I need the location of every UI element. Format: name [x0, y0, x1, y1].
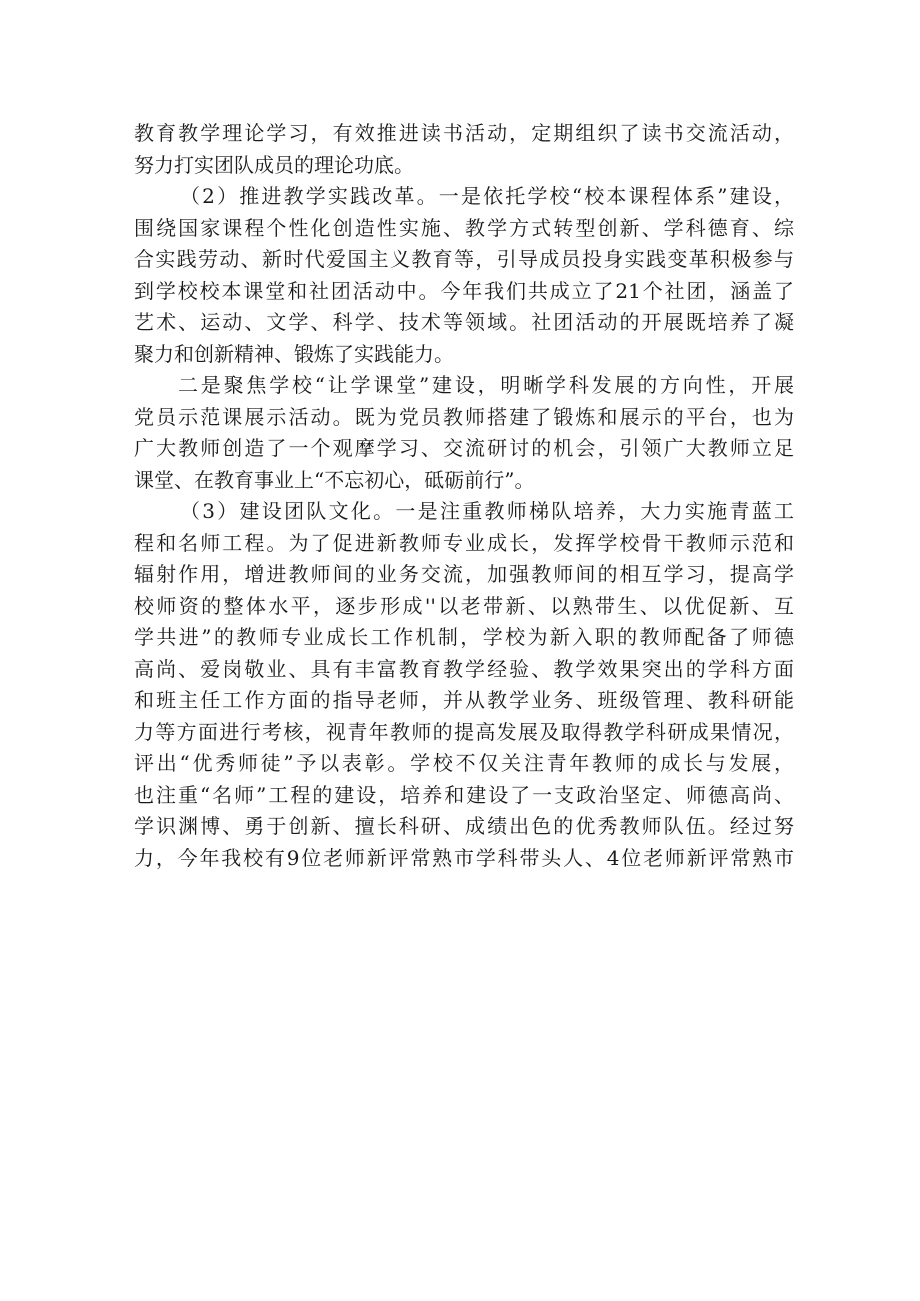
text-line: 评出“优秀师徒”予以表彰。学校不仅关注青年教师的成长与发展，: [134, 751, 794, 775]
text-line: 艺术、运动、文学、科学、技术等领域。社团活动的开展既培养了凝: [134, 310, 794, 334]
text-line: 教育教学理论学习，有效推进读书活动，定期组织了读书交流活动，: [134, 121, 794, 145]
text-line: 也注重“名师”工程的建设，培养和建设了一支政治坚定、师德高尚、: [134, 782, 794, 807]
text-line: 到学校校本课堂和社团活动中。今年我们共成立了21个社团，涵盖了: [134, 278, 794, 303]
document-body: [134, 118, 794, 874]
text-line: 学识渊博、勇于创新、擅长科研、成绩出色的优秀教师队伍。经过努: [134, 814, 794, 838]
text-line: 聚力和创新精神、锻炼了实践能力。: [134, 341, 454, 366]
text-line: 围绕国家课程个性化创造性实施、教学方式转型创新、学科德育、综: [134, 215, 794, 240]
text-line: 高尚、爱岗敬业、具有丰富教育教学经验、教学效果突出的学科方面: [134, 656, 794, 681]
text-line: 努力打实团队成员的理论功底。: [134, 152, 414, 177]
text-line: 程和名师工程。为了促进新教师专业成长，发挥学校骨干教师示范和: [134, 530, 794, 555]
text-line: 力等方面进行考核，视青年教师的提高发展及取得教学科研成果情况，: [134, 719, 794, 744]
text-line: 力，今年我校有9位老师新评常熟市学科带头人、4位老师新评常熟市: [134, 845, 794, 870]
text-line: 校师资的整体水平，逐步形成''以老带新、以熟带生、以优促新、互: [134, 593, 794, 618]
text-line: 合实践劳动、新时代爱国主义教育等，引导成员投身实践变革积极参与: [134, 247, 794, 271]
text-line: 党员示范课展示活动。既为党员教师搭建了锻炼和展示的平台，也为: [134, 404, 794, 429]
text-line: 二是聚焦学校“让学课堂”建设，明晰学科发展的方向性，开展: [178, 373, 794, 397]
text-line: （3）建设团队文化。一是注重教师梯队培养，大力实施青蓝工: [180, 499, 794, 523]
paragraph-1: [134, 118, 794, 181]
text-line: 课堂、在教育事业上“不忘初心，砥砺前行”。: [134, 467, 535, 492]
paragraph-4: [134, 496, 794, 874]
paragraph-2: [134, 181, 794, 370]
paragraph-3: [134, 370, 794, 496]
text-line: 广大教师创造了一个观摩学习、交流研讨的机会，引领广大教师立足: [134, 436, 794, 460]
text-line: 辐射作用，增进教师间的业务交流，加强教师间的相互学习，提高学: [134, 562, 794, 586]
text-line: 和班主任工作方面的指导老师，并从教学业务、班级管理、教科研能: [134, 688, 794, 712]
text-line: 学共进”的教师专业成长工作机制，学校为新入职的教师配备了师德: [134, 625, 794, 649]
text-line: （2）推进教学实践改革。一是依托学校“校本课程体系”建设，: [180, 184, 794, 208]
